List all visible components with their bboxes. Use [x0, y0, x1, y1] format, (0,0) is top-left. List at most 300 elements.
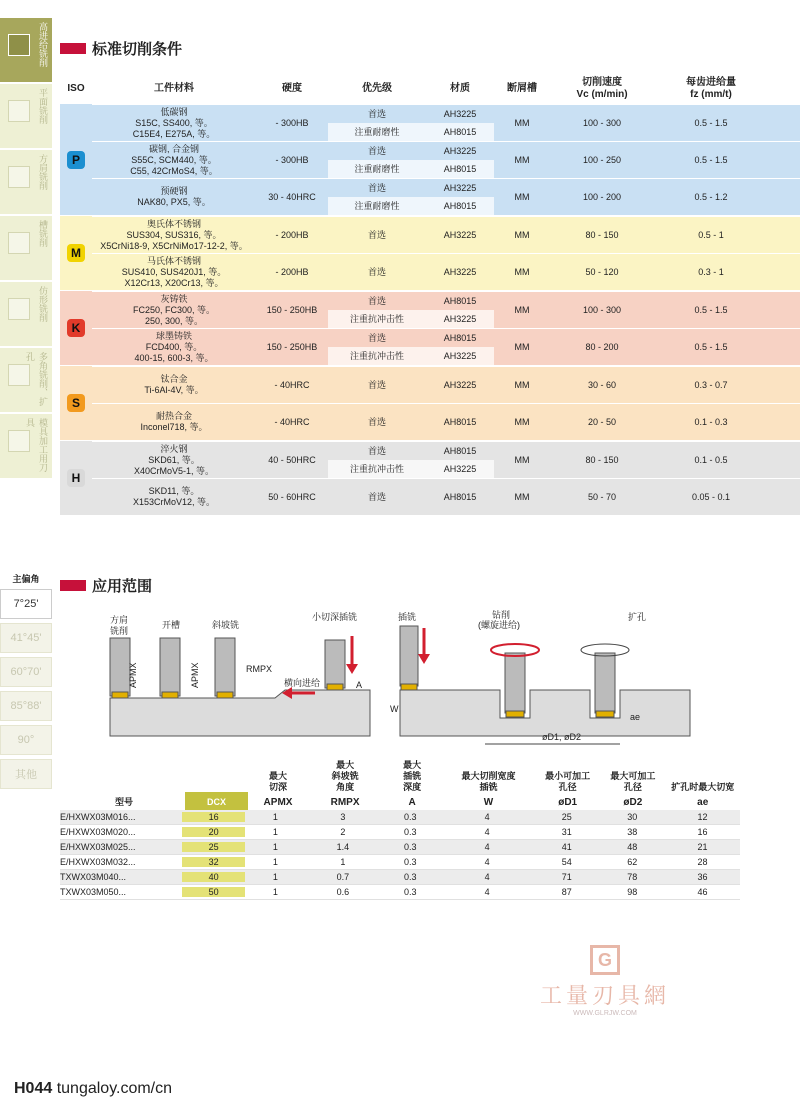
tool-plunge-small	[325, 640, 345, 690]
breaker-cell: MM	[514, 154, 530, 165]
t: 最大	[269, 771, 288, 781]
cell-rmpx: 0.6	[336, 887, 350, 897]
grade-line: AH8015	[443, 416, 477, 427]
cell-a: 0.3	[404, 842, 417, 852]
t: 扩孔时最大切宽	[671, 782, 735, 792]
hdr-vc-2: Vc (m/min)	[576, 89, 628, 100]
material-line: X5CrNi18-9, X5CrNiMo17-12-2, 等。	[100, 240, 248, 251]
priority-line: 首选	[367, 229, 386, 240]
side-tab-label: 模具加工用刀具	[25, 418, 48, 472]
priority-line: 首选	[367, 379, 386, 390]
t: 插铣	[403, 771, 422, 781]
cell-apmx: 1	[272, 842, 278, 852]
priority-cell	[328, 367, 426, 403]
t: 最大可加工	[610, 771, 656, 781]
material-line: 淬火钢	[160, 443, 188, 454]
grade-cell	[426, 479, 494, 515]
t: 插铣	[479, 782, 498, 792]
cell-ae: 36	[697, 872, 708, 882]
fz-cell: 0.5 - 1.5	[694, 304, 728, 315]
grade-line: AH3225	[443, 145, 477, 156]
priority-cell	[328, 442, 426, 478]
grade-line: AH8015	[443, 445, 477, 456]
hdr-grade: 材质	[450, 83, 470, 94]
breaker-cell: MM	[514, 117, 530, 128]
grade-line: AH8015	[443, 295, 477, 306]
priority-line: 注重耐磨性	[328, 123, 426, 141]
grade-line: AH8015	[443, 491, 477, 502]
label-ae: ae	[630, 712, 641, 722]
side-tab-label: 槽铣削	[38, 220, 48, 247]
grade-line: AH8015	[426, 197, 494, 215]
vc-cell: 100 - 300	[582, 304, 622, 315]
tool-bore	[595, 653, 615, 717]
material-cell	[92, 217, 256, 253]
plunge-arrow-head	[346, 664, 358, 674]
label-slot: 开槽	[162, 620, 181, 630]
label-plunge: 小切深插铣	[312, 612, 358, 622]
cell-model: TXWX03M040...	[60, 872, 127, 882]
hardness-cell: 30 - 40HRC	[268, 191, 316, 202]
range-tab-2[interactable]: 60°70'	[0, 657, 52, 687]
grade-line: AH3225	[443, 266, 477, 277]
priority-line: 首选	[367, 108, 386, 119]
side-tab-label: 方肩铣削	[38, 154, 48, 190]
hdr-breaker: 断屑槽	[507, 83, 537, 94]
vc-cell: 80 - 150	[585, 229, 619, 240]
title-text: 标准切削条件	[92, 41, 183, 58]
grade-cell	[426, 105, 494, 141]
tab-icon	[8, 298, 30, 320]
table-row	[92, 216, 800, 253]
side-tab-1[interactable]	[0, 84, 52, 150]
hardness-cell: 150 - 250HB	[266, 304, 318, 315]
priority-line: 首选	[367, 445, 386, 456]
grade-line: AH8015	[426, 123, 494, 141]
t: W	[483, 797, 494, 808]
priority-cell	[328, 329, 426, 365]
material-cell	[92, 179, 256, 215]
table-row	[60, 885, 740, 900]
priority-line: 注重抗冲击性	[328, 460, 426, 478]
cell-d1: 87	[561, 887, 572, 897]
table-row	[92, 328, 800, 365]
cell-model: TXWX03M050...	[60, 887, 127, 897]
t: 深度	[403, 782, 422, 792]
cell-ae: 46	[697, 887, 708, 897]
table-row	[60, 855, 740, 870]
material-line: FC250, FC300, 等。	[132, 304, 216, 315]
cell-model: E/HXWX03M016...	[60, 812, 136, 822]
priority-cell	[328, 292, 426, 328]
cell-apmx: 1	[272, 827, 278, 837]
cell-d1: 54	[561, 857, 572, 867]
cell-d2: 78	[627, 872, 638, 882]
label-w: W	[390, 704, 399, 714]
watermark	[540, 945, 670, 1017]
iso-group-P	[60, 104, 800, 216]
table-row	[92, 253, 800, 290]
iso-group-H	[60, 441, 800, 516]
side-tab-0[interactable]	[0, 18, 52, 84]
vc-cell: 100 - 200	[582, 191, 622, 202]
side-tab-3[interactable]	[0, 216, 52, 282]
cell-dcx: 50	[182, 887, 246, 897]
priority-line: 注重耐磨性	[328, 197, 426, 215]
material-line: 耐热合金	[155, 411, 192, 421]
group-rows	[92, 441, 800, 515]
tab-icon	[8, 34, 30, 56]
priority-line: 注重耐磨性	[328, 160, 426, 178]
t: RMPX	[330, 797, 360, 808]
hardness-cell: - 300HB	[275, 154, 309, 165]
grade-cell	[426, 292, 494, 328]
hardness-cell: - 40HRC	[274, 416, 310, 427]
workpiece-right	[400, 690, 690, 736]
fz-cell: 0.1 - 0.3	[694, 416, 728, 427]
cell-w: 4	[484, 842, 490, 852]
table-row	[92, 478, 800, 515]
label-d: øD1, øD2	[542, 732, 582, 742]
table-row	[60, 825, 740, 840]
cell-apmx: 1	[272, 872, 278, 882]
hdr-d1	[535, 762, 600, 810]
fz-cell: 0.3 - 1	[698, 266, 724, 277]
material-cell	[92, 292, 256, 328]
iso-cell	[60, 104, 92, 215]
cell-a: 0.3	[404, 812, 417, 822]
tool-drill	[505, 653, 525, 717]
priority-line: 首选	[367, 295, 386, 306]
label-apmx-2: APMX	[190, 662, 200, 688]
material-cell	[92, 254, 256, 290]
watermark-text: 工量刃具網	[540, 984, 671, 1009]
hdr-fz-1: 每齿进给量	[686, 77, 736, 88]
material-line: 碳钢, 合金钢	[148, 143, 199, 154]
watermark-url: WWW.GLRJW.COM	[573, 1010, 637, 1017]
priority-line: 首选	[367, 332, 386, 343]
cell-rmpx: 3	[340, 812, 346, 822]
side-tab-6[interactable]	[0, 414, 52, 480]
plunge2-arrow-head	[418, 654, 430, 664]
cell-dcx: 32	[182, 857, 246, 867]
priority-line: 首选	[367, 266, 386, 277]
material-line: X40CrMoV5-1, 等。	[133, 465, 215, 476]
cell-w: 4	[484, 812, 490, 822]
grade-cell	[426, 404, 494, 440]
tool-plunge	[400, 626, 418, 690]
tool-square	[110, 638, 130, 698]
cell-apmx: 1	[272, 812, 278, 822]
hdr-a	[382, 762, 442, 810]
material-line: 250, 300, 等。	[144, 315, 204, 326]
cell-w: 4	[484, 827, 490, 837]
hdr-fz	[654, 74, 768, 104]
table-row	[92, 141, 800, 178]
breaker-cell: MM	[514, 416, 530, 427]
conditions-table	[60, 104, 800, 516]
table-row	[60, 870, 740, 885]
cell-rmpx: 2	[340, 827, 346, 837]
material-line: X153CrMoV12, 等。	[132, 497, 216, 507]
table-row	[92, 403, 800, 440]
side-tab-label: 高进给铣削	[38, 22, 48, 67]
priority-cell	[328, 254, 426, 290]
material-line: C15E4, E275A, 等。	[132, 128, 216, 139]
cell-rmpx: 1.4	[336, 842, 350, 852]
hdr-fz-2: fz (mm/t)	[690, 89, 732, 100]
tab-icon	[8, 100, 30, 122]
iso-cell	[60, 216, 92, 290]
fz-cell: 0.5 - 1.5	[694, 117, 728, 128]
iso-group-S	[60, 366, 800, 441]
cell-w: 4	[484, 872, 490, 882]
cell-model: E/HXWX03M025...	[60, 842, 136, 852]
breaker-cell: MM	[514, 341, 530, 352]
vc-cell: 100 - 300	[582, 117, 622, 128]
cell-ae: 28	[697, 857, 708, 867]
hdr-w	[442, 762, 535, 810]
cell-dcx: 25	[182, 842, 246, 852]
grade-cell	[426, 217, 494, 253]
hardness-cell: - 200HB	[275, 266, 309, 277]
range-tab-3[interactable]: 85°88'	[0, 691, 52, 721]
cell-ae: 16	[697, 827, 708, 837]
iso-cell	[60, 366, 92, 440]
cell-dcx: 40	[182, 872, 246, 882]
label-apmx-1: APMX	[128, 662, 138, 688]
iso-badge: P	[67, 151, 85, 169]
priority-line: 首选	[367, 491, 386, 502]
range-tab-4[interactable]: 90°	[0, 725, 52, 755]
side-tab-4[interactable]	[0, 282, 52, 348]
grade-cell	[426, 254, 494, 290]
side-tab-5[interactable]	[0, 348, 52, 414]
fz-cell: 0.5 - 1.5	[694, 341, 728, 352]
iso-badge: S	[67, 394, 85, 412]
label-bore: 扩孔	[628, 612, 647, 622]
material-line: NAK80, PX5, 等。	[137, 197, 211, 207]
priority-cell	[328, 217, 426, 253]
material-line: 钛合金	[160, 374, 188, 384]
site-url: tungaloy.com/cn	[56, 1080, 173, 1097]
material-line: 预硬钢	[160, 186, 188, 196]
vc-cell: 80 - 200	[585, 341, 619, 352]
vc-cell: 100 - 250	[582, 154, 622, 165]
grade-line: AH3225	[426, 460, 494, 478]
material-line: SKD11, 等。	[148, 486, 200, 496]
tab-icon	[8, 232, 30, 254]
table-row	[92, 441, 800, 478]
side-tab-2[interactable]	[0, 150, 52, 216]
priority-cell	[328, 404, 426, 440]
material-line: SKD61, 等。	[148, 454, 200, 465]
t: 最大	[403, 760, 422, 770]
cutting-conditions-title	[60, 38, 182, 59]
table-row	[92, 366, 800, 403]
grade-line: AH3225	[443, 108, 477, 119]
range-tab-5[interactable]: 其他	[0, 759, 52, 789]
material-line: SUS410, SUS420J1, 等。	[121, 266, 227, 277]
label-square: 方肩	[110, 615, 129, 625]
material-line: Inconel718, 等。	[140, 422, 208, 432]
material-line: SUS304, SUS316, 等。	[126, 229, 222, 240]
grade-line: AH8015	[443, 332, 477, 343]
grade-line: AH3225	[426, 310, 494, 328]
label-rmpx: RMPX	[246, 664, 273, 674]
hdr-priority: 优先级	[362, 83, 392, 94]
material-line: X12Cr13, X20Cr13, 等。	[124, 277, 224, 288]
iso-cell	[60, 441, 92, 515]
group-rows	[92, 366, 800, 440]
cell-d1: 25	[561, 812, 572, 822]
grade-cell	[426, 442, 494, 478]
cell-a: 0.3	[404, 872, 417, 882]
cell-rmpx: 0.7	[336, 872, 350, 882]
priority-line: 注重抗冲击性	[328, 347, 426, 365]
range-tab-0[interactable]: 7°25'	[0, 589, 52, 619]
hdr-dcx: DCX	[185, 792, 248, 810]
hardness-cell: 150 - 250HB	[266, 341, 318, 352]
cell-d2: 38	[627, 827, 638, 837]
cell-dcx: 16	[182, 812, 246, 822]
hardness-cell: - 40HRC	[274, 379, 310, 390]
table-row	[92, 178, 800, 215]
t: øD2	[623, 797, 643, 808]
iso-badge: H	[67, 469, 85, 487]
iso-group-K	[60, 291, 800, 366]
cell-w: 4	[484, 857, 490, 867]
cell-d2: 48	[627, 842, 638, 852]
hdr-iso: ISO	[67, 83, 85, 94]
t: 最大切削宽度	[461, 771, 516, 781]
cell-d1: 41	[561, 842, 572, 852]
range-tab-1[interactable]: 41°45'	[0, 623, 52, 653]
workpiece-left	[110, 690, 370, 736]
label-drill: 钻削	[492, 610, 511, 620]
breaker-cell: MM	[514, 491, 530, 502]
application-table	[60, 762, 740, 900]
t: 角度	[336, 782, 355, 792]
hardness-cell: 50 - 60HRC	[268, 491, 316, 502]
hardness-cell: - 300HB	[275, 117, 309, 128]
material-line: Ti-6Al-4V, 等。	[144, 385, 204, 395]
side-tabs	[0, 18, 52, 480]
fz-cell: 0.5 - 1.5	[694, 154, 728, 165]
vc-cell: 20 - 50	[587, 416, 617, 427]
tool-ramp	[215, 638, 235, 698]
t: A	[408, 797, 416, 808]
title-bar	[60, 43, 86, 54]
material-cell	[92, 479, 256, 515]
material-line: 灰铸铁	[160, 293, 188, 304]
material-line: C55, 42CrMoS4, 等。	[130, 165, 218, 176]
hdr-d2	[600, 762, 665, 810]
application-title	[60, 575, 152, 596]
material-cell	[92, 367, 256, 403]
hardness-cell: 40 - 50HRC	[268, 454, 316, 465]
fz-cell: 0.05 - 0.1	[691, 491, 731, 502]
hdr-hardness: 硬度	[282, 83, 302, 94]
iso-group-M	[60, 216, 800, 291]
hdr-vc	[550, 74, 654, 104]
angle-ranges	[0, 572, 52, 793]
priority-cell	[328, 142, 426, 178]
priority-line: 首选	[367, 182, 386, 193]
cell-w: 4	[484, 887, 490, 897]
material-cell	[92, 442, 256, 478]
material-cell	[92, 404, 256, 440]
t: 最大	[336, 760, 355, 770]
cell-ae: 21	[697, 842, 708, 852]
priority-line: 注重抗冲击性	[328, 310, 426, 328]
vc-cell: 50 - 120	[585, 266, 619, 277]
material-line: 球墨铸铁	[155, 330, 192, 341]
priority-cell	[328, 105, 426, 141]
cell-apmx: 1	[272, 857, 278, 867]
hdr-vc-1: 切削速度	[582, 77, 622, 88]
grade-line: AH3225	[443, 379, 477, 390]
title-bar	[60, 580, 86, 591]
material-line: FCD400, 等。	[145, 341, 203, 352]
cell-d2: 62	[627, 857, 638, 867]
hdr-model: 型号	[115, 797, 134, 807]
grade-cell	[426, 142, 494, 178]
t: ae	[697, 797, 709, 808]
label-drill2: (螺旋进给)	[478, 620, 520, 630]
table-row	[60, 810, 740, 825]
side-tab-label: 仿形铣削	[38, 286, 48, 322]
iso-badge: M	[67, 244, 85, 262]
material-line: 马氏体不锈钢	[146, 255, 201, 266]
label-plunge2: 插铣	[398, 612, 417, 622]
fz-cell: 0.5 - 1.2	[694, 191, 728, 202]
breaker-cell: MM	[514, 304, 530, 315]
grade-line: AH3225	[443, 182, 477, 193]
iso-badge: K	[67, 319, 85, 337]
priority-line: 首选	[367, 145, 386, 156]
grade-line: AH3225	[426, 347, 494, 365]
footer	[14, 1080, 172, 1098]
tab-icon	[8, 166, 30, 188]
side-tab-label: 平面铣削	[38, 88, 48, 124]
cell-dcx: 20	[182, 827, 246, 837]
priority-line: 首选	[367, 416, 386, 427]
group-rows	[92, 104, 800, 215]
side-tab-label: 多角铣削、扩孔	[25, 352, 48, 406]
t: 斜坡铣	[331, 771, 359, 781]
material-cell	[92, 105, 256, 141]
vc-cell: 80 - 150	[585, 454, 619, 465]
hdr-apmx	[248, 762, 308, 810]
cell-apmx: 1	[272, 887, 278, 897]
grade-line: AH8015	[426, 160, 494, 178]
iso-cell	[60, 291, 92, 365]
cell-d1: 31	[561, 827, 572, 837]
group-rows	[92, 216, 800, 290]
hardness-cell: - 200HB	[275, 229, 309, 240]
breaker-cell: MM	[514, 229, 530, 240]
table-row	[92, 291, 800, 328]
cell-model: E/HXWX03M020...	[60, 827, 136, 837]
t: 孔径	[623, 782, 642, 792]
cell-d2: 30	[627, 812, 638, 822]
application-diagram	[100, 608, 700, 758]
breaker-cell: MM	[514, 266, 530, 277]
label-a: A	[356, 680, 363, 690]
cell-rmpx: 1	[340, 857, 346, 867]
label-ramp: 斜坡铣	[212, 620, 240, 630]
